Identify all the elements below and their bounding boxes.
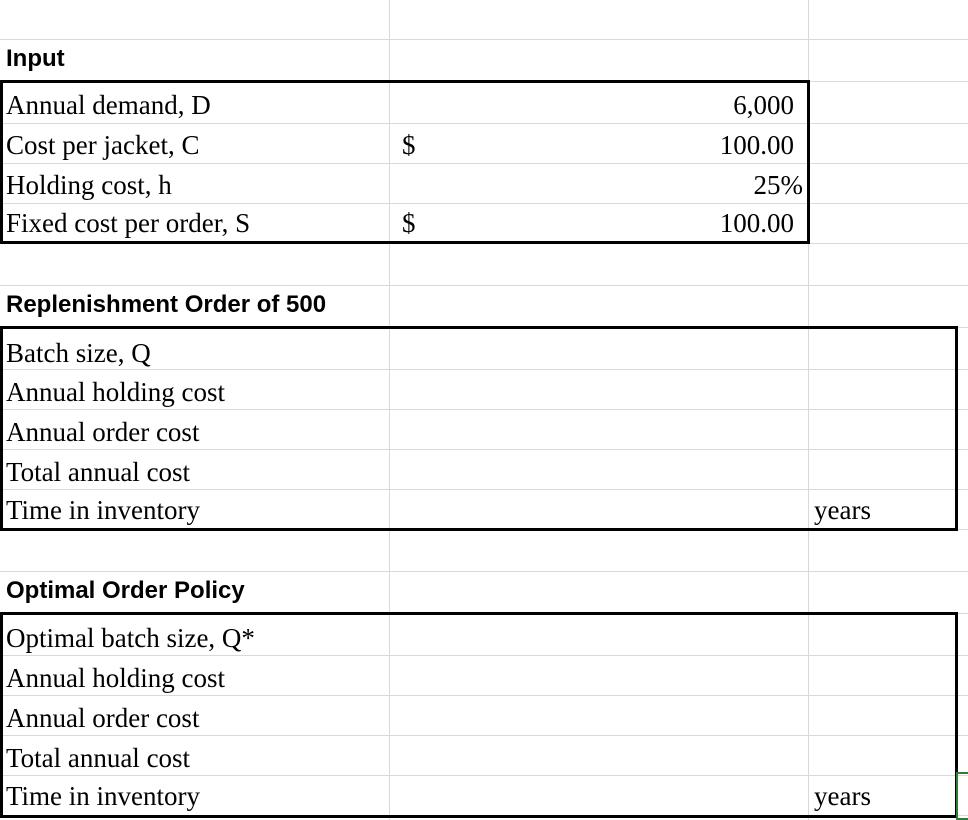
replenishment-header: Replenishment Order of 500 [6, 291, 327, 318]
grid-row[interactable] [0, 244, 968, 286]
active-cell-selection[interactable] [956, 772, 968, 820]
fixed-cost-currency: $ [402, 208, 416, 238]
optimal-annual-order-cost-label: Annual order cost [6, 703, 200, 733]
time-in-inventory-label: Time in inventory [6, 495, 201, 525]
annual-order-cost-label: Annual order cost [6, 417, 200, 447]
optimal-years-unit: years [814, 781, 871, 811]
optimal-time-in-inventory-label: Time in inventory [6, 781, 201, 811]
optimal-batch-size-label: Optimal batch size, Q* [6, 623, 255, 653]
fixed-cost-value[interactable]: 100.00 [719, 208, 794, 238]
total-annual-cost-label: Total annual cost [6, 457, 191, 487]
holding-cost-value[interactable]: 25% [753, 170, 803, 200]
annual-demand-value[interactable]: 6,000 [733, 90, 794, 120]
input-header: Input [6, 45, 65, 72]
years-unit: years [814, 495, 871, 525]
fixed-cost-label: Fixed cost per order, S [6, 208, 251, 238]
annual-demand-label: Annual demand, D [6, 90, 211, 120]
optimal-total-annual-cost-label: Total annual cost [6, 743, 191, 773]
grid-row[interactable] [0, 0, 968, 40]
grid-row[interactable] [0, 40, 968, 82]
cost-per-jacket-currency: $ [402, 130, 416, 160]
optimal-annual-holding-cost-label: Annual holding cost [6, 663, 225, 693]
batch-size-label: Batch size, Q [6, 338, 151, 368]
cost-per-jacket-value[interactable]: 100.00 [719, 130, 794, 160]
grid-row[interactable] [0, 530, 968, 572]
holding-cost-label: Holding cost, h [6, 170, 172, 200]
cost-per-jacket-label: Cost per jacket, C [6, 130, 200, 160]
annual-holding-cost-label: Annual holding cost [6, 377, 225, 407]
optimal-header: Optimal Order Policy [6, 577, 245, 604]
